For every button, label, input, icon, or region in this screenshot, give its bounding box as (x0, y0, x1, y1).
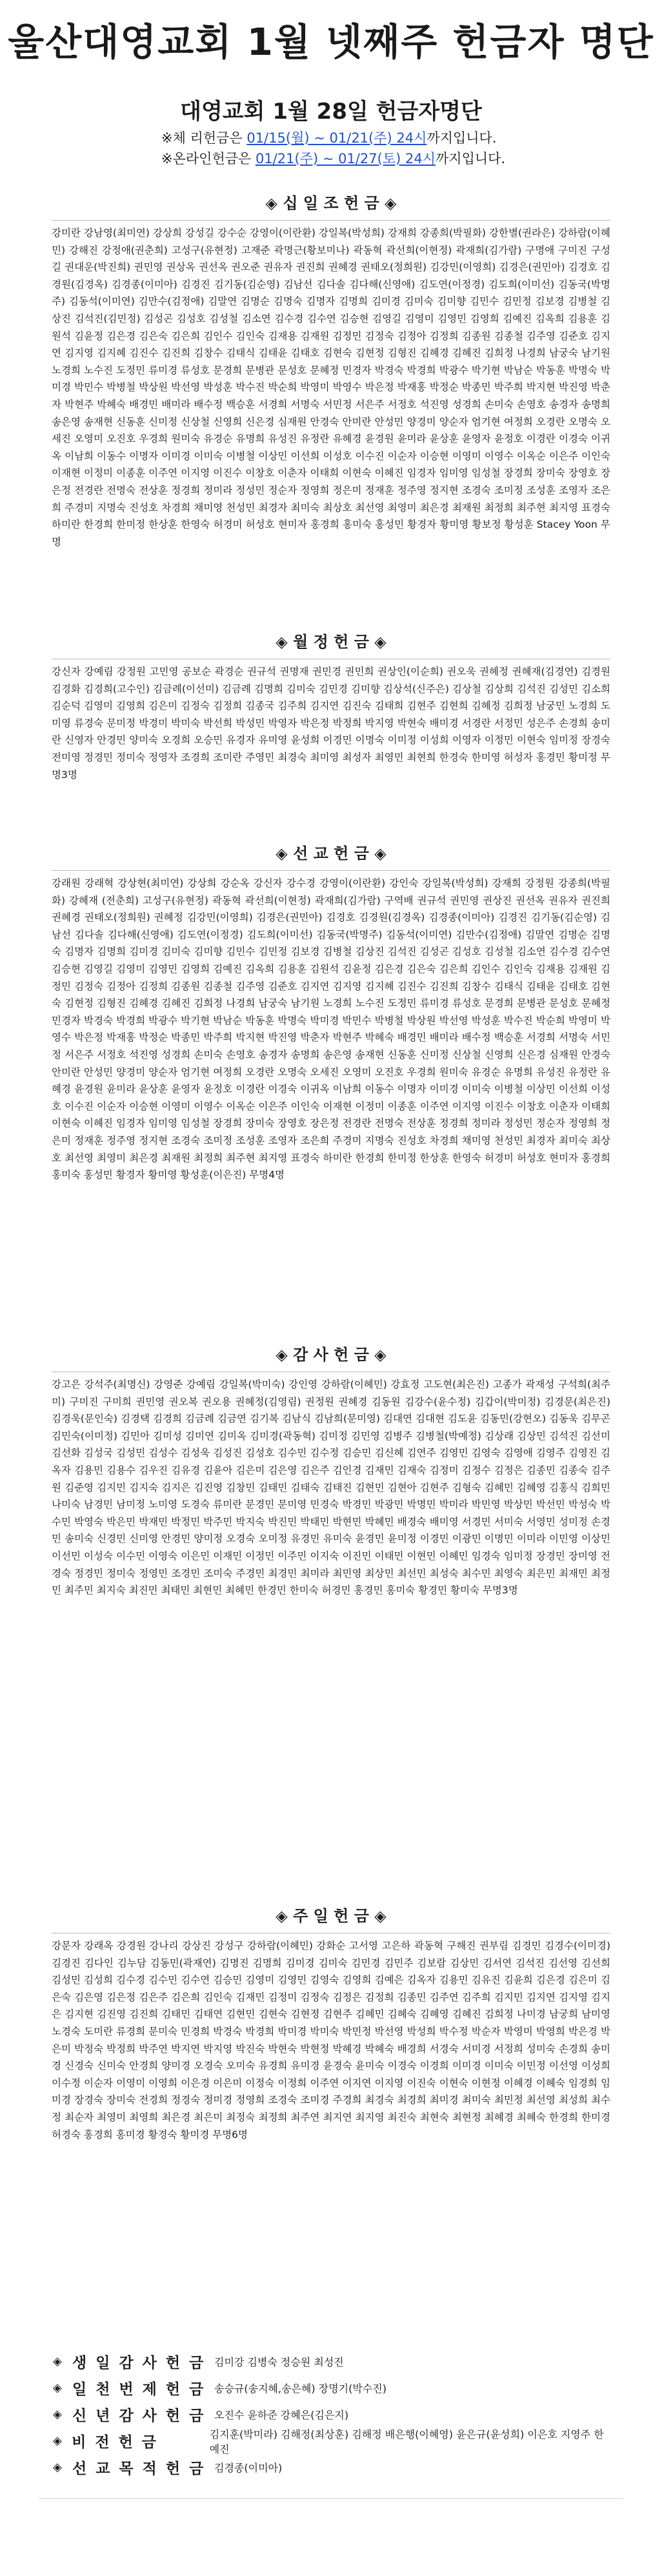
notice-prefix: ※체 리헌금은 (161, 130, 247, 146)
offering-donors: 송승규(송지혜,송은혜) 장명기(박수진) (214, 2382, 386, 2395)
section-heading: ◈ 월 정 헌 금 ◈ (276, 633, 386, 651)
offering-donors: 김경종(이미아) (214, 2462, 283, 2474)
donor-list: 강래원 강래혁 강상현(최미연) 강상희 강순옥 강신자 강수경 강영이(이란환) 강인숙 강일복(박성희) 강재희 강정원 강종희(박필화) 강혜재 (전춘희) 고성구(유현정) 곽동혁 곽선희(이현정) 곽재희(김가람) 구역배 권규석 권민영 권상진 권선옥 권유자 권진희 권혜경 권태오(정희원) 권혜정 김강민(이영희) 김경은(권민아) 김경호 김경원(김경옥) 김경종(이미아) 김경진 김기동(김순영) 김남선 김다솔 김다해(신영애) 김도연(이정경) 김도희(이미선) 김동국(박명주) 김동석(이미연) 김만수(김정애) 김말연 김명순 김명숙 김명자 김명희 김미경 김미숙 김미향 김민수 김민정 김보경 김병철 김상진 김석진 김성곤 김성호 김성철 김소연 김수경 김수연 김승현 김영길 김영미 김영민 김영희 김예진 김옥희 김용훈 김원석 김윤정 김은경 김은숙 김은희 김인수 김인숙 김재용 김재원 김정민 김정숙 김정아 김정희 김종원 김종철 김주영 김준호 김지연 김지영 김지혜 김진수 김진희 김창수 김태식 김태윤 김태호 김현숙 김현정 김형진 김혜경 김혜진 김희정 나경희 남궁숙 남기원 노경희 노수진 도정민 류미경 류성호 문경희 문병관 문성호 문혜정 민경자 박경숙 박경희 박광수 박기현 박남순 박동훈 박명숙 박미경 박민수 박병철 박상원 박선영 박성훈 박수진 박순희 박영미 박영수 박은정 박재홍 박정순 박종민 박주희 박지현 박진영 박춘자 박현주 박혜숙 배경민 배미라 배수정 백승훈 서경희 서명숙 서민정 서은주 서정호 석진영 성경희 손미숙 손영호 송경자 송명희 송은영 송재현 신동훈 신미정 신상철 신영희 신은경 심재원 안경숙 안미란 안성민 양경미 양순자 엄기현 여정희 오경란 오명숙 오세진 오영미 오진호 우경희 원미숙 유경순 유명희 유성진 유정란 유혜경 윤경원 윤미라 윤상훈 윤영자 윤정호 이경란 이경숙 이귀옥 이남희 이동수 이명자 이미경 이미숙 이병철 이상민 이선희 이성호 이수진 이순자 이승현 이영미 이영수 이옥순 이은주 이인숙 이재현 이정미 이종훈 이주연 이지영 이진수 이창호 이춘자 이태희 이현숙 이혜진 임경자 임미영 임성철 장경희 장미숙 장영호 장은정 전경란 전명숙 전상훈 정경희 정미라 정성민 정순자 정영희 정은미 정재훈 정주영 정지현 조경숙 조미정 조성훈 조영자 조은희 주경미 지명숙 진성호 차경희 채미영 천성민 최경자 최미숙 최상호 최선영 최영미 최은경 최재원 최정희 최주현 최지영 표경숙 하미란 한경희 한미정 한상훈 한영숙 허경미 허성호 현미자 홍경희 홍미숙 홍성민 황경자 황미영 황성훈(이은진) 무명4명 (52, 877, 610, 1181)
section-heading: ◈ 감 사 헌 금 ◈ (276, 1346, 386, 1364)
offering-row (53, 2401, 612, 2428)
offering-row (53, 2375, 612, 2401)
offering-row (53, 2348, 612, 2375)
section-missions (52, 841, 610, 1339)
notice-prefix: ※온라인헌금은 (161, 151, 256, 166)
other-offerings (53, 2348, 612, 2481)
offering-row (53, 2428, 612, 2454)
section-monthly (52, 629, 610, 836)
donor-list: 강신자 강예림 강정원 고민영 공보순 곽경순 권규석 권명재 권민경 권민희 권상인(이순희) 권오욱 권혜정 권혜재(김경연) 김경원 김경화 김경희(고수인) 김금례(이선미) 김금례 김명희 김미숙 김민경 김미향 김상석(신주은) 김상철 김상희 김석진 김성민 김소희 김순덕 김영미 김영희 김은미 김정숙 김정희 김종국 김주희 김지연 김진숙 김태희 김현주 김현희 김혜정 김희정 남궁민 노경희 도미영 류경숙 문미정 박경미 박미숙 박선희 박성민 박영자 박은정 박정희 박지영 박현숙 배미경 서경란 서정민 성은주 손경희 송미란 신영자 안경민 양미숙 오경희 오승민 유경자 유미영 윤성희 이경민 이명숙 이미정 이성희 이영자 이정민 이현숙 임미정 장경숙 전미영 정경민 정미숙 정영자 조경희 조미란 주영민 최경숙 최미영 최성자 최영민 최현희 한경숙 한미영 허성자 홍경민 황미정 무명3명 (52, 666, 610, 781)
offering-label: 비 전 헌 금 (72, 2434, 159, 2451)
offering-row (53, 2454, 612, 2481)
offering-label: 생 일 감 사 헌 금 (72, 2355, 206, 2371)
offering-donors: 김지훈(박미라) 김해정(최상훈) 김해정 배은행(이혜영) 윤은규(윤성희) 이은호 지영주 한예진 (209, 2428, 604, 2455)
offering-label: 신 년 감 사 헌 금 (72, 2408, 206, 2424)
page-title: 울산대영교회 1월 넷째주 헌금자 명단 (8, 20, 654, 64)
notice-suffix: 까지입니다. (436, 151, 506, 166)
section-heading: ◈ 십 일 조 헌 금 ◈ (265, 194, 397, 212)
donor-list: 강미란 강남영(최미연) 강상희 강성길 강수순 강영이(이란환) 강일복(박성희) 강재희 강종희(박필화) 강한별(권라은) 강하람(이혜민) 강해진 강정애(권춘희) 고성구(유현정) 고재준 곽명근(황보미나) 곽동혁 곽선희(이현정) 곽재희(김가람) 구명애 구미진 구성길 권대운(박진희) 권민영 권상옥 권선옥 권오준 권유자 권진희 권혜경 권태오(정희원) 김강민(이영희) 김경은(권민아) 김경호 김경원(김경옥) 김경종(이미아) 김경진 김기동(김순영) 김남선 김다솔 김다해(신영애) 김도연(이정경) 김도희(이미선) 김동국(박명주) 김동석(이미연) 김만수(김정애) 김말연 김명순 김명숙 김명자 김명희 김미경 김미숙 김미향 김민수 김민정 김보경 김병철 김상진 김석진(김민정) 김성곤 김성호 김성철 김소연 김수경 김수연 김승현 김영길 김영미 김영민 김영희 김예진 김옥희 김용훈 김원석 김윤정 김은경 김은숙 김은희 김인수 김인숙 김재용 김재원 김정민 김정숙 김정아 김정희 김종원 김종철 김주영 김준호 김지연 김지영 김지혜 김진수 김진희 김창수 김태식 김태윤 김태호 김현숙 김현정 김형진 김혜경 김혜진 김희정 나경희 남궁숙 남기원 노경희 노수진 도정민 류미경 류성호 문경희 문병관 문성호 문혜정 민경자 박경숙 박경희 박광수 박기현 박남순 박동훈 박명숙 박미경 박민수 박병철 박상원 박선영 박성훈 박수진 박순희 박영미 박영수 박은정 박재홍 박정순 박종민 박주희 박지현 박진영 박춘자 박현주 박혜숙 배경민 배미라 배수정 백승훈 서경희 서명숙 서민정 서은주 서정호 석진영 성경희 손미숙 손영호 송경자 송명희 송은영 송재현 신동훈 신미정 신상철 신영희 신은경 심재원 안경숙 안미란 안성민 양경미 양순자 엄기현 여정희 오경란 오명숙 오세진 오영미 오진호 우경희 원미숙 유경순 유명희 유성진 유정란 유혜경 윤경원 윤미라 윤상훈 윤영자 윤정호 이경란 이경숙 이귀옥 이남희 이동수 이명자 이미경 이미숙 이병철 이상민 이선희 이성호 이수진 이순자 이승현 이영미 이영수 이옥순 이은주 이인숙 이재현 이정미 이종훈 이주연 이지영 이진수 이창호 이춘자 이태희 이현숙 이혜진 임경자 임미영 임성철 장경희 장미숙 장영호 장은정 전경란 전명숙 전상훈 정경희 정미라 정성민 정순자 정영희 정은미 정재훈 정주영 정지현 조경숙 조미정 조성훈 조영자 조은희 주경미 지명숙 진성호 차경희 채미영 천성민 최경자 최미숙 최상호 최선영 최영미 최은경 최재원 최정희 최주현 최지영 표경숙 하미란 한경희 한미정 한상훈 한영숙 허경미 허성호 현미자 홍경희 홍미숙 홍성민 황경자 황미영 황보정 황성훈 Stacey Yoon 무명 (52, 227, 610, 548)
notice-date-range: 01/21(주) ~ 01/27(토) 24시 (256, 151, 436, 166)
offering-donors: 김미강 김병숙 정승원 최성진 (214, 2356, 344, 2368)
donor-list: 강고은 강석주(최명신) 강영준 강예림 강일복(박미숙) 강인영 강하람(이혜민) 강효정 고도현(최은진) 고종가 곽재성 구석희(최주미) 구미진 구미희 권민영 권오복 권오용 권혜정(김영림) 권정원 권혜경 김동원 김강수(윤수정) 김갑이(박미정) 김경문(최은진) 김경욱(문인숙) 김경택 김경희 김금례 김금연 김기복 김남식 김남희(문미영) 김대연 김대현 김도윤 김동민(강현오) 김동욱 김무곤 김민숙(이미정) 김민아 김미성 김미연 김미옥 김미경(곽동혁) 김미정 김민영 김병주 김병철(박예정) 김상래 김상민 김석진 김선미 김선화 김성국 김성민 김성수 김성욱 김성진 김성호 김수민 김수정 김승민 김신혜 김연주 김영민 김영숙 김영애 김영주 김영진 김옥자 김용민 김용수 김우진 김유경 김윤아 김은미 김은영 김은주 김인경 김재민 김재숙 김정미 김정수 김정은 김종민 김종숙 김주원 김준영 김지민 김지숙 김지은 김진영 김창민 김태민 김태숙 김태진 김현민 김현아 김현주 김형숙 김혜민 김혜영 김홍식 김희민 나미숙 남경민 남미정 노미영 도경숙 류미란 문경민 문미영 민경숙 박경민 박광민 박명민 박미라 박민영 박상민 박선민 박성숙 박수민 박영숙 박은민 박재민 박정민 박주민 박지숙 박진민 박태민 박현민 박혜민 배경숙 배미영 서경민 서미숙 서영민 성미정 손경민 송미숙 신경민 신미영 안경민 양미정 오경숙 오미정 유경민 유미숙 윤경민 윤미정 이경민 이광민 이명민 이미라 이민영 이상민 이선민 이성숙 이수민 이영숙 이은민 이재민 이정민 이주민 이지숙 이진민 이태민 이현민 이혜민 임경숙 임미정 장경민 장미영 전경숙 정경민 정미숙 정영민 조경민 조미숙 주경민 최경민 최미라 최민영 최상민 최선민 최성숙 최수민 최영숙 최은민 최재민 최정민 최주민 최지숙 최진민 최태민 최현민 최혜민 한경민 한미숙 허경민 홍경민 홍미숙 황경민 황미숙 무명3명 (52, 1379, 610, 1597)
diamond-bullet-icon: ◈ (53, 2381, 62, 2395)
offering-donors: 오진수 윤하준 강혜은(김은지) (214, 2409, 349, 2421)
section-sunday (52, 1903, 610, 2300)
section-thanksgiving (52, 1342, 610, 1904)
offering-label: 일 천 번 제 헌 금 (72, 2381, 206, 2398)
notice-line (161, 148, 505, 168)
diamond-bullet-icon: ◈ (53, 2434, 62, 2448)
section-heading: ◈ 선 교 헌 금 ◈ (276, 844, 386, 863)
divider (52, 220, 610, 221)
offering-label: 선 교 목 적 헌 금 (72, 2461, 206, 2477)
section-heading: ◈ 주 일 헌 금 ◈ (276, 1907, 386, 1925)
section-tithe (52, 190, 610, 623)
page-subtitle: 대영교회 1월 28일 헌금자명단 (180, 99, 482, 125)
footer-divider (39, 2498, 623, 2499)
diamond-bullet-icon: ◈ (53, 2461, 62, 2474)
diamond-bullet-icon: ◈ (53, 2355, 62, 2368)
notice-suffix: 까지입니다. (426, 130, 497, 146)
divider (52, 870, 610, 871)
notice-line (161, 128, 497, 147)
notice-date-range: 01/15(월) ~ 01/21(주) 24시 (246, 130, 427, 146)
diamond-bullet-icon: ◈ (53, 2408, 62, 2421)
donor-list: 강문자 강래옥 강경원 강나리 강상진 강성구 강하람(이혜민) 강화순 고서영 고은하 곽동혁 구해진 권부림 김경민 김경수(이미경) 김경진 김다인 김누담 김동민(곽재연) 김명진 김명희 김미경 김미숙 김민경 김민주 김보람 김상민 김서연 김석진 김선영 김선희 김성민 김성희 김수경 김수민 김수연 김승민 김영미 김영민 김영숙 김영희 김예은 김옥자 김용민 김유진 김윤희 김은경 김은미 김은숙 김은영 김은정 김은주 김은희 김인숙 김재민 김정미 김정숙 김정은 김정희 김종민 김주연 김주희 김지민 김지연 김지영 김지은 김지현 김진영 김진희 김태민 김태연 김현민 김현숙 김현정 김현주 김혜민 김혜숙 김혜영 김혜진 김희정 나미경 남궁희 남미영 노경숙 도미란 류경희 문미숙 민경희 박경숙 박경희 박미경 박미숙 박민정 박선영 박성희 박수정 박순자 박영미 박영희 박은경 박은미 박정숙 박정희 박주연 박지연 박지영 박진숙 박현숙 박현정 박혜경 박혜숙 배경희 서경숙 서미경 서정희 성미숙 손경희 송미경 신경숙 신미숙 안경희 양미경 오경숙 오미숙 유경희 유미경 윤경숙 윤미숙 이경숙 이경희 이미경 이미숙 이민정 이선영 이성희 이수정 이순자 이영미 이영희 이은경 이은미 이정숙 이정희 이주연 이지연 이지영 이진숙 이현숙 이현정 이혜경 이혜숙 임경희 임미경 장경숙 장미숙 전경희 정경숙 정미경 정영희 조경숙 조미경 주경희 최경숙 최경희 최미경 최미숙 최민정 최선영 최성희 최수정 최순자 최영미 최영희 최은경 최은미 최정숙 최정희 최주연 최지연 최지영 최진숙 최현숙 최현정 최혜경 최혜숙 한경희 한미경 허경숙 홍경희 홍미경 황경숙 황미경 무명6명 (52, 1940, 610, 2141)
